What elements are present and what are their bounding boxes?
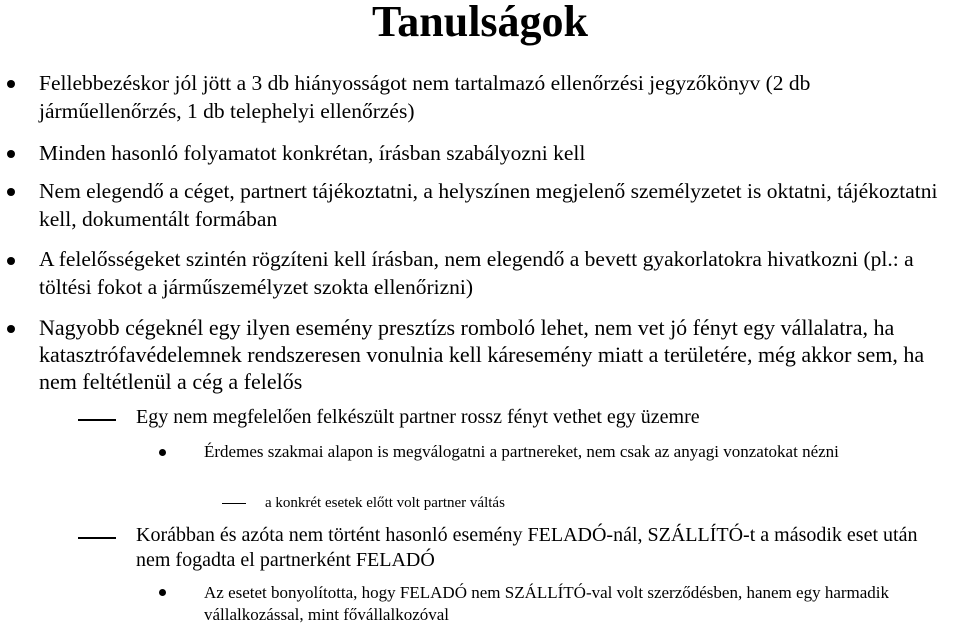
bullet-icon (7, 150, 15, 158)
dash-icon (78, 537, 116, 539)
bullet-icon (7, 80, 15, 88)
slide-title: Tanulságok (371, 0, 589, 46)
bullet-text: A felelősségeket szintén rögzíteni kell írásban, nem elegendő a bevett gyakorlatokra hivatkozni (pl.: a töltési fokot a járműszemélyzet szokta ellenőrizni) (39, 247, 914, 299)
bullet-icon (159, 449, 166, 456)
sub-sub-item-text: Az esetet bonyolította, hogy FELADÓ nem SZÁLLÍTÓ-val volt szerződésben, hanem egy harmadik vállalkozással, mint fővállalkozóval (204, 583, 890, 624)
bullet-icon (7, 325, 15, 333)
bullet-text: Nem elegendő a céget, partnert tájékoztatni, a helyszínen megjelenő személyzetet is oktatni, tájékoztatni kell, dokumentált formában (39, 179, 938, 231)
bullet-text: Fellebbezéskor jól jött a 3 db hiányosságot nem tartalmazó ellenőrzési jegyzőkönyv (2 db járműellenőrzés, 1 db telephelyi ellenőrzés) (39, 71, 811, 123)
sub-item-text: Korábban és azóta nem történt hasonló esemény FELADÓ-nál, SZÁLLÍTÓ-t a második eset után nem fogadta el partnerként FELADÓ (136, 524, 918, 571)
bullet-icon (7, 257, 15, 265)
bullet-icon (159, 589, 166, 596)
dash-icon (78, 419, 116, 421)
sub-sub-item-text: Érdemes szakmai alapon is megválogatni a partnereket, nem csak az anyagi vonzatokat nézni (204, 442, 839, 461)
bullet-icon (7, 188, 15, 196)
bullet-text: Nagyobb cégeknél egy ilyen esemény presztízs romboló lehet, nem vet jó fényt egy vállalatra, ha katasztrófavédelemnek rendszeresen vonulnia kell káresemény miatt a területére, még akkor sem, ha nem feltétlenül a cég a felelős (39, 315, 925, 394)
bullet-text: Minden hasonló folyamatot konkrétan, írásban szabályozni kell (39, 141, 586, 165)
sub-item-text: Egy nem megfelelően felkészült partner rossz fényt vethet egy üzemre (136, 406, 700, 428)
level4-item-text: a konkrét esetek előtt volt partner váltás (265, 495, 505, 511)
dash-icon (222, 503, 246, 504)
